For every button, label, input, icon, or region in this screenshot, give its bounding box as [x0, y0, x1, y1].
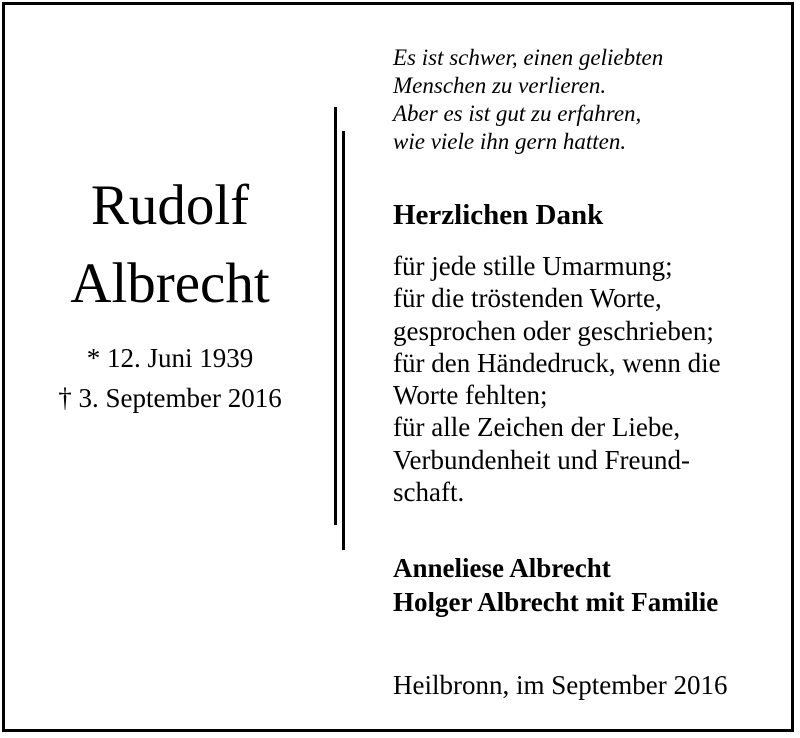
thanks-line: für jede stille Umarmung; [393, 251, 673, 281]
deceased-last-name: Albrecht [70, 252, 270, 315]
quote-line: Menschen zu verlieren. [393, 73, 607, 98]
place-date: Heilbronn, im September 2016 [393, 670, 728, 700]
thanks-heading: Herzlichen Dank [393, 199, 604, 231]
signer-name: Holger Albrecht mit Familie [393, 587, 719, 617]
divider-line-left [334, 107, 337, 525]
thanks-line: Verbundenheit und Freund- [393, 444, 690, 475]
divider-line-right [342, 131, 345, 550]
quote-line: Aber es ist gut zu erfahren, [393, 101, 642, 126]
thanks-text [393, 250, 721, 508]
signer-name: Anneliese Albrecht [393, 553, 611, 583]
thanks-line: gesprochen oder geschrieben; [393, 315, 714, 346]
quote-line: Es ist schwer, einen geliebten [393, 45, 664, 70]
signers-block [393, 551, 718, 619]
quote-line: wie viele ihn gern hatten. [393, 129, 627, 154]
death-date: † 3. September 2016 [58, 383, 282, 413]
thanks-line: schaft. [393, 477, 465, 508]
deceased-first-name: Rudolf [90, 174, 250, 237]
quote-block [393, 44, 663, 156]
thanks-line: für die tröstenden Worte, [393, 283, 662, 314]
birth-date: * 12. Juni 1939 [86, 343, 254, 373]
thanks-line: für den Händedruck, wenn die [393, 347, 721, 378]
thanks-line: Worte fehlten; [393, 380, 548, 411]
thanks-line: für alle Zeichen der Liebe, [393, 412, 681, 443]
